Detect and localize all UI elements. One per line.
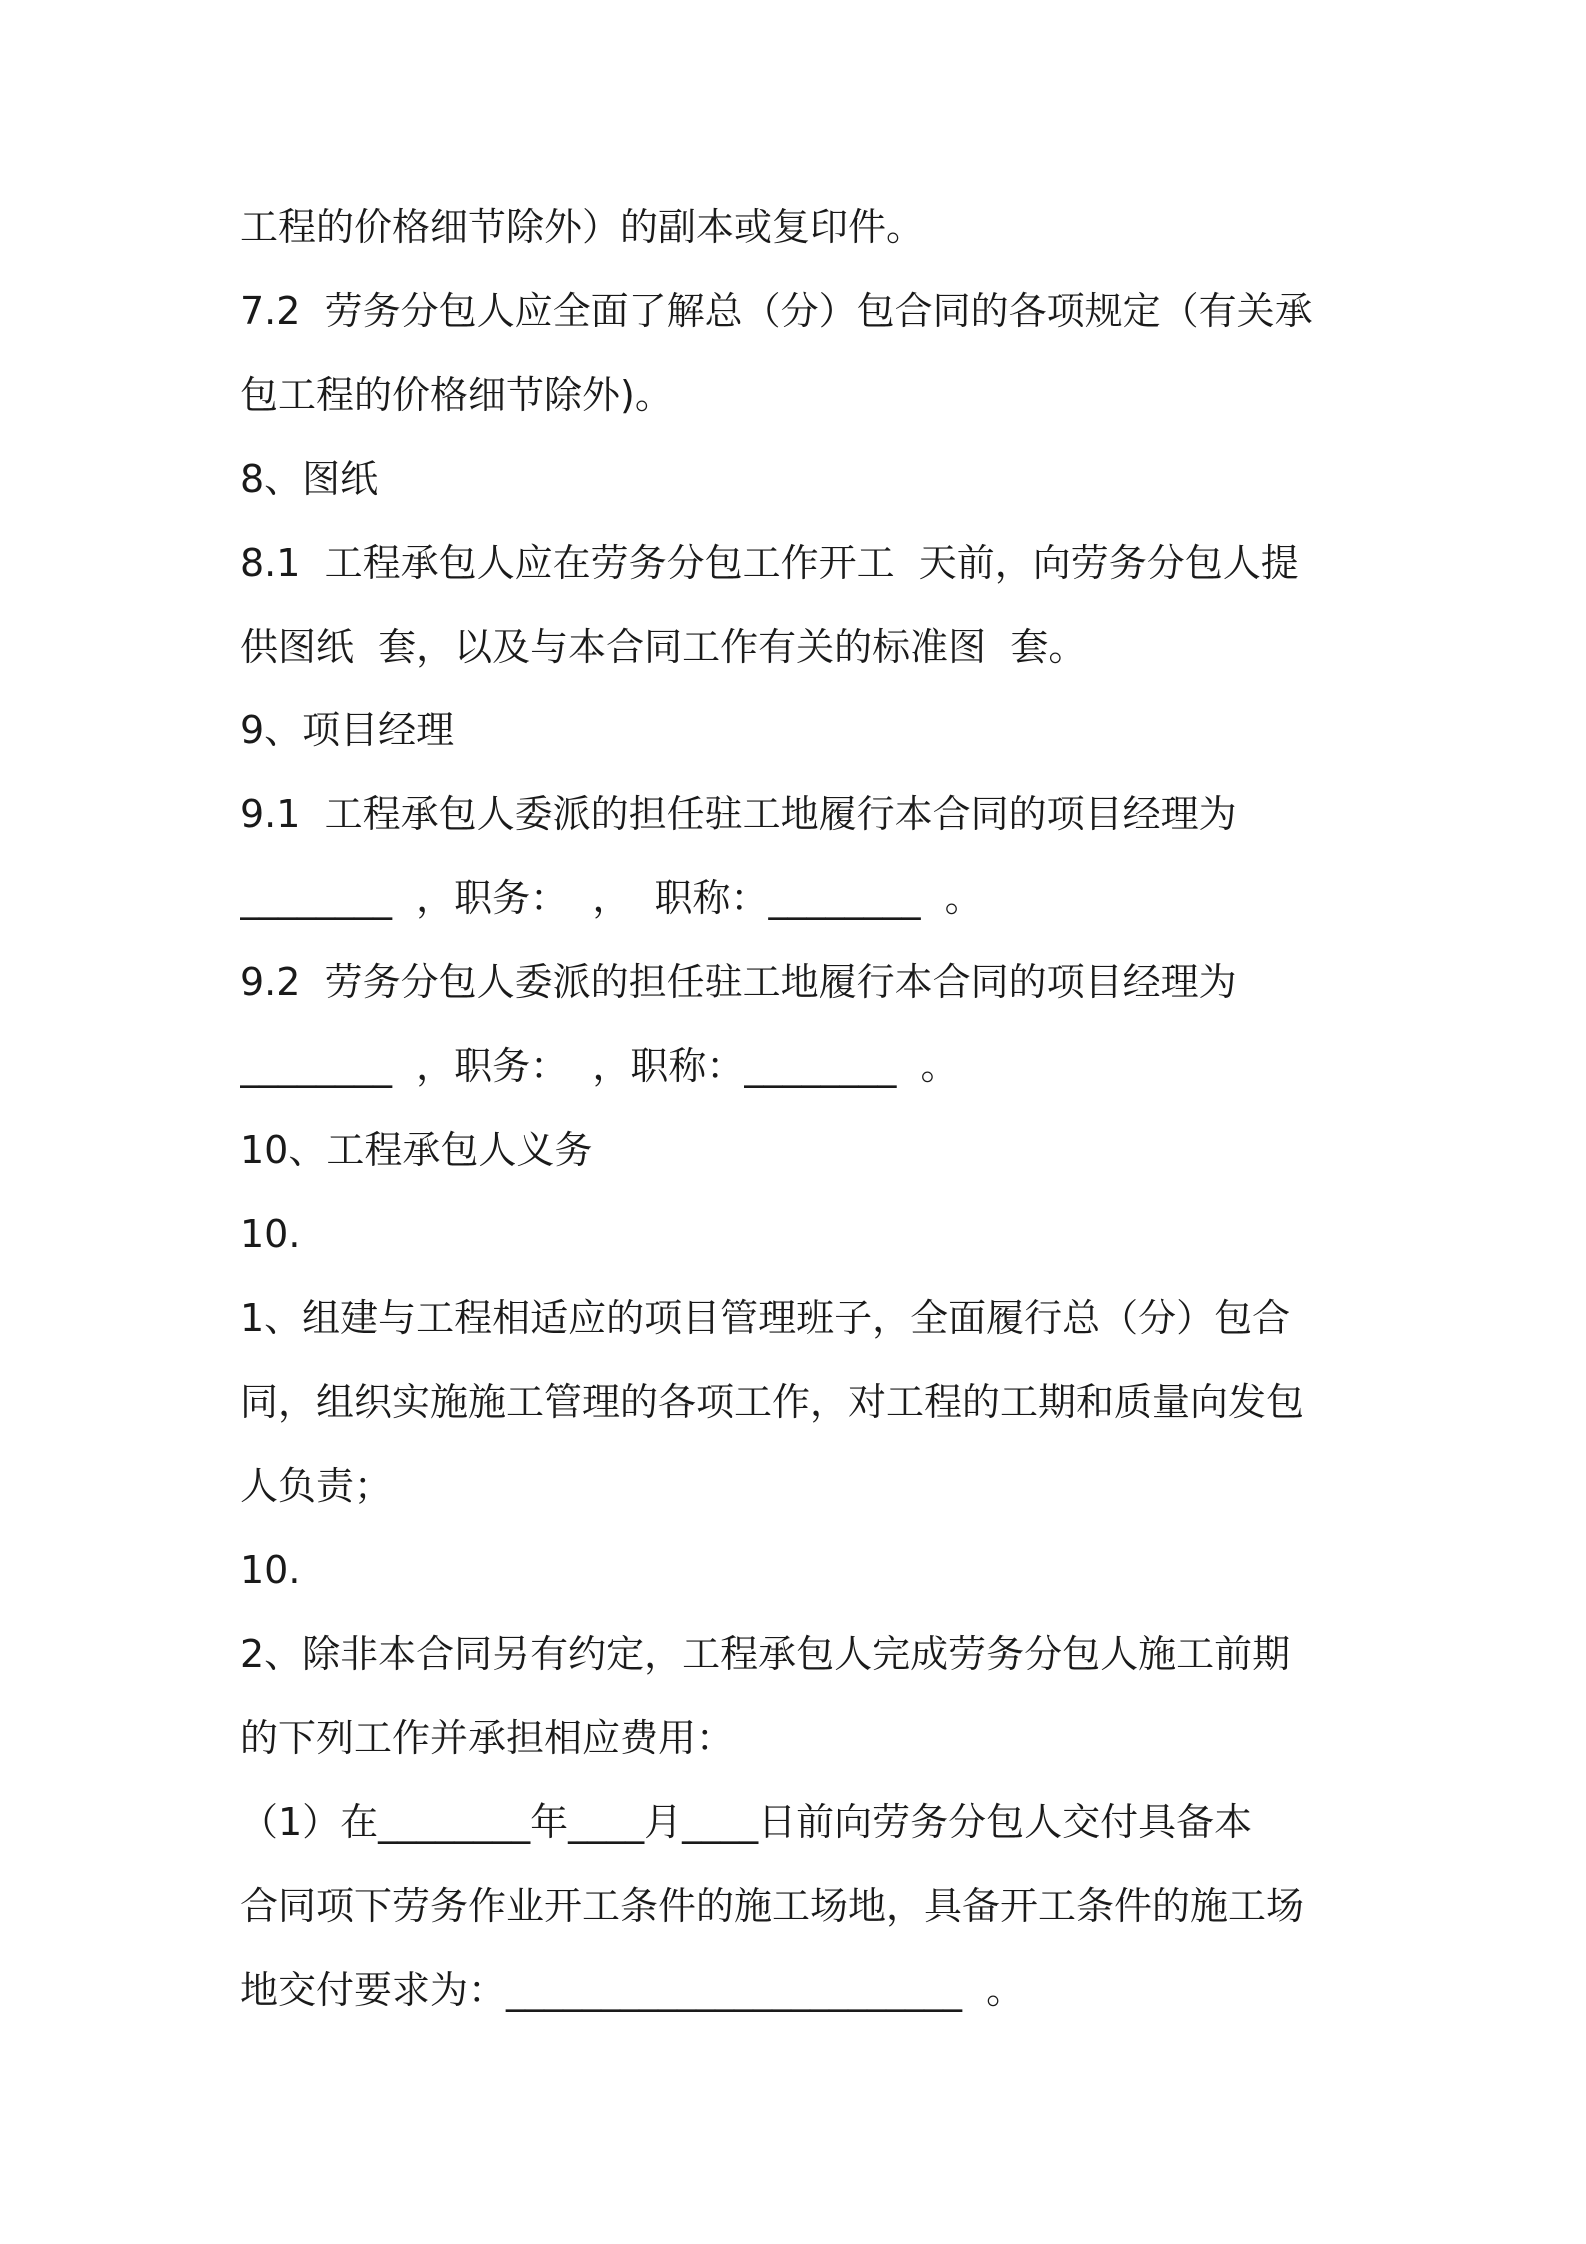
clause-9-2-line-1: 9.2 劳务分包人委派的担任驻工地履行本合同的项目经理为 <box>240 960 1237 1004</box>
item-1-line-2: 合同项下劳务作业开工条件的施工场地，具备开工条件的施工场 <box>240 1884 1305 1928</box>
clause-8-1-line-2: 供图纸 套，以及与本合同工作有关的标准图 套。 <box>240 625 1087 669</box>
clause-10-2-line-2: 的下列工作并承担相应费用： <box>240 1716 735 1760</box>
clause-9-2-line-2: ________ ，职务： ，职称：________ 。 <box>240 1044 959 1088</box>
section-8-heading: 8、图纸 <box>240 457 379 501</box>
section-10-heading: 10、工程承包人义务 <box>240 1128 593 1172</box>
clause-10-1-line-1: 1、组建与工程相适应的项目管理班子，全面履行总（分）包合 <box>240 1296 1291 1340</box>
clause-number: 10. <box>240 1212 301 1256</box>
clause-10-2-line-1: 2、除非本合同另有约定，工程承包人完成劳务分包人施工前期 <box>240 1632 1291 1676</box>
clause-10-1-line-2: 同，组织实施施工管理的各项工作，对工程的工期和质量向发包 <box>240 1380 1305 1424</box>
clause-10-1-line-3: 人负责； <box>240 1464 393 1508</box>
item-1-line-3: 地交付要求为：________________________ 。 <box>240 1968 1025 2012</box>
item-1-line-1: （1）在________年____月____日前向劳务分包人交付具备本 <box>240 1800 1253 1844</box>
clause-8-1-line-1: 8.1 工程承包人应在劳务分包工作开工 天前，向劳务分包人提 <box>240 541 1299 585</box>
clause-9-1-line-2: ________ ，职务： ， 职称：________ 。 <box>240 876 983 920</box>
text-line: 工程的价格细节除外）的副本或复印件。 <box>240 205 925 249</box>
clause-number: 10. <box>240 1548 301 1592</box>
section-9-heading: 9、项目经理 <box>240 708 455 752</box>
clause-7-2-line-2: 包工程的价格细节除外)。 <box>240 373 673 417</box>
clause-9-1-line-1: 9.1 工程承包人委派的担任驻工地履行本合同的项目经理为 <box>240 792 1237 836</box>
clause-7-2-line-1: 7.2 劳务分包人应全面了解总（分）包合同的各项规定（有关承 <box>240 289 1313 333</box>
